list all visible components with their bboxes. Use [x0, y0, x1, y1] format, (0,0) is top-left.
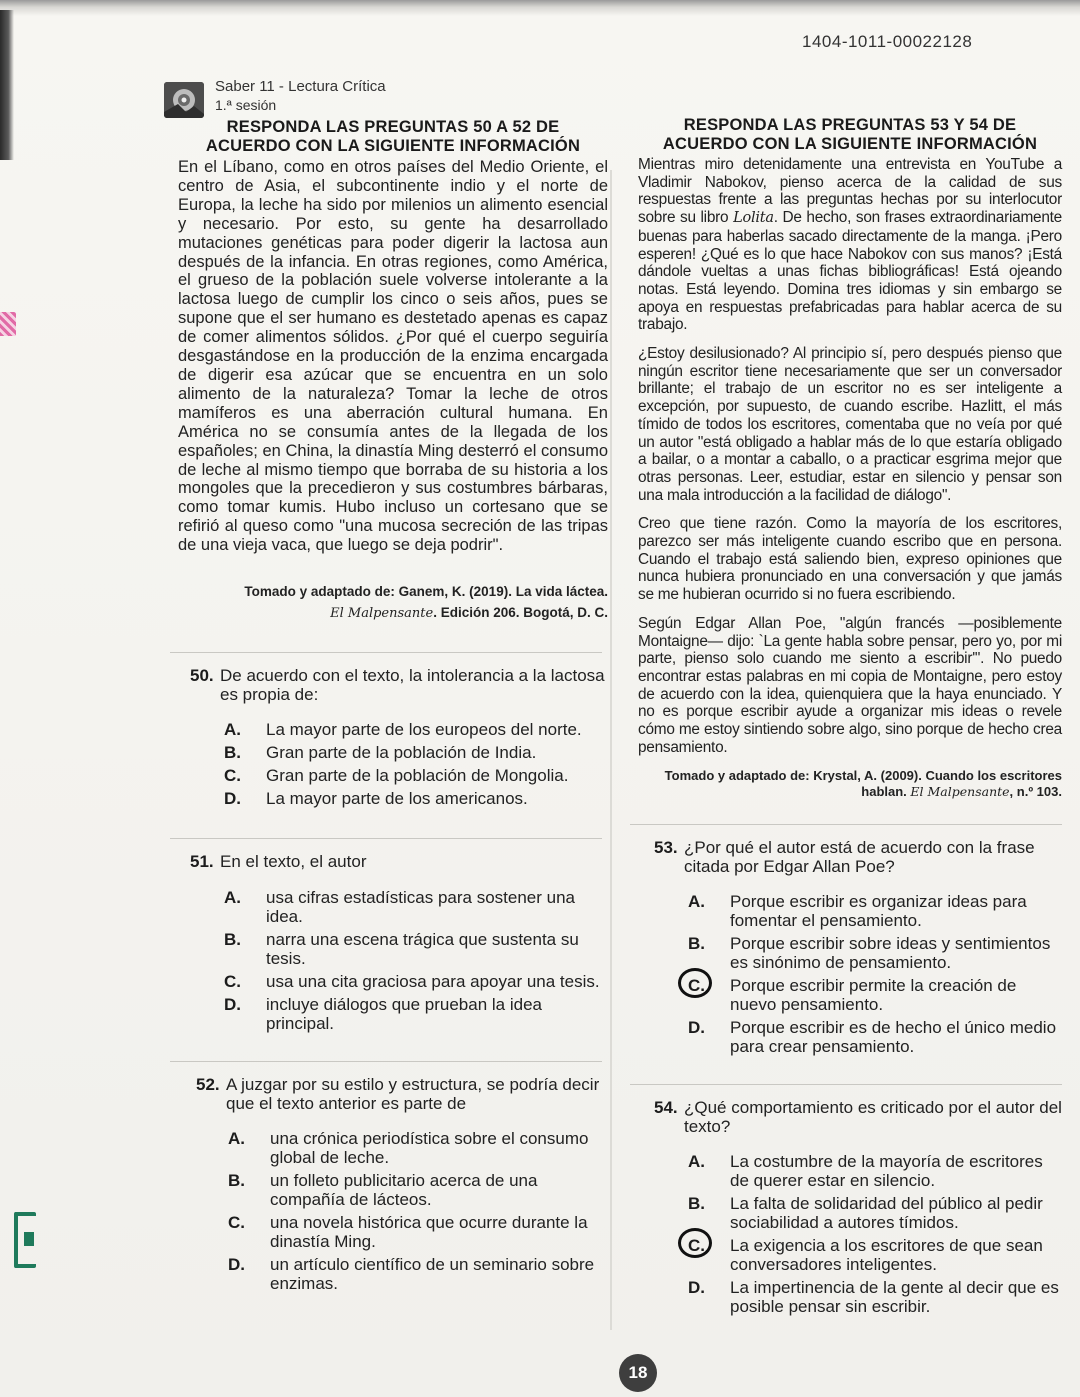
paragraph-2: ¿Estoy desilusionado? Al principio sí, pero después pienso que ningún escritor tiene necesariamente que ser un conversador brillante; el trabajo de un escritor no es ser inteligente a excepción, por supuesto, de cuando escribe. Hazlitt, el más tímido de todos los escritores, comentaba que no veía por qué un autor "está obligado a hablar más de lo que estaría obligado a bailar, o a montar a caballo, o a practicar esgrima mejor que otras personas. Leer, estudiar, estar en silencio y pensar son una mala introducción a la facilidad de diálogo".	[638, 345, 1062, 504]
answer-options	[654, 1152, 1062, 1316]
option-b[interactable]: B. un folleto publicitario acerca de una compañía de lácteos.	[228, 1171, 538, 1210]
question-52	[178, 1075, 608, 1293]
question-53	[638, 838, 1062, 1056]
paragraph-1: Mientras miro detenidamente una entrevista en YouTube a Vladimir Nabokov, pienso acerca de la calidad de sus respuestas frente a las preguntas hechas por su interlocutor sobre su libro Lolita. De hecho, son frases extraordinariamente buenas para haberlas sacado directamente de la manga. ¡Pero esperen! ¿Qué es lo que hace Nabokov con sus manos? ¡Está dándole vueltas a unas fichas bibliográficas! Está ojeando notas. Está leyendo. Domina tres idiomas y sin embargo se apoya en respuestas prefabricadas para hablar acerca de su trabajo.	[638, 156, 1062, 334]
page-number: 18	[619, 1354, 657, 1392]
option-a[interactable]: A. Porque escribir es organizar ideas para fomentar el pensamiento.	[688, 891, 1027, 930]
passage-source: Tomado y adaptado de: Ganem, K. (2019). La vida láctea. El Malpensante. Edición 206. Bogotá, D. C.	[244, 584, 608, 622]
option-b[interactable]: B. narra una escena trágica que sustenta su tesis.	[224, 930, 579, 969]
option-c[interactable]: C. una novela histórica que ocurre durante la dinastía Ming.	[228, 1213, 588, 1252]
answer-options	[190, 888, 608, 1033]
exam-subject: Saber 11 - Lectura Crítica	[215, 78, 386, 95]
option-b[interactable]: B. Gran parte de la población de India.	[224, 743, 537, 763]
option-d[interactable]: D. incluye diálogos que prueban la idea principal.	[224, 995, 542, 1034]
divider	[170, 1061, 602, 1062]
option-d[interactable]: D. La impertinencia de la gente al decir que es posible pensar sin escribir.	[688, 1277, 1059, 1316]
question-text: De acuerdo con el texto, la intolerancia a la lactosa es propia de:	[220, 666, 605, 705]
section-heading-50-52: RESPONDA LAS PREGUNTAS 50 A 52 DE ACUERDO CON LA SIGUIENTE INFORMACIÓN	[205, 118, 581, 155]
binder-clip-mark	[14, 1212, 36, 1268]
option-c[interactable]: C. Gran parte de la población de Mongolia.	[224, 766, 569, 786]
option-c-selected[interactable]: C. La exigencia a los escritores de que sean conversadores inteligentes.	[684, 1236, 1062, 1274]
question-51	[178, 852, 608, 1033]
option-b[interactable]: B. La falta de solidaridad del público al pedir sociabilidad a autores tímidos.	[688, 1193, 1043, 1232]
option-a[interactable]: A. La costumbre de la mayoría de escritores de querer estar en silencio.	[688, 1151, 1043, 1190]
passage-milk: En el Líbano, como en otros países del Medio Oriente, el centro de Asia, el subcontinente indio y el norte de Europa, la leche ha sido por milenios un alimento esencial y necesario. Por esto, su gente ha desarrollado mutaciones genéticas para poder digerir la lactosa aun después de la infancia. En otras regiones, como América, el grueso de la población suele volverse intolerante a la lactosa luego de cumplir los cinco o seis años, pues se supone que el ser humano es destetado apenas es capaz de comer alimentos sólidos. ¿Por qué el cuerpo seguiría desgastándose en la producción de la enzima encargada de digerir esa azúcar que se encuentra en un solo alimento de la naturaleza? Tomar la leche de otros mamíferos es una aberración cultural humana. En América no se consumía antes de la llegada de los españoles; en China, la dinastía Ming desterró el consumo de leche al mismo tiempo que borraba de su historia a los mongoles que la precedieron y sus costumbres bárbaras, como tomar kumis. Hubo incluso un cortesano que se refirió al queso como "una mucosa secreción de las tripas de una vieja vaca, que luego se deja podrir".	[178, 158, 608, 555]
option-d[interactable]: D. La mayor parte de los americanos.	[224, 789, 528, 809]
column-divider	[610, 170, 612, 1330]
section-heading-53-54: RESPONDA LAS PREGUNTAS 53 Y 54 DE ACUERDO CON LA SIGUIENTE INFORMACIÓN	[662, 116, 1038, 153]
divider	[630, 824, 1062, 825]
question-number: 54.	[654, 1097, 678, 1117]
question-text: ¿Qué comportamiento es criticado por el autor del texto?	[684, 1097, 1062, 1136]
scan-left-edge	[0, 10, 14, 160]
question-50	[178, 666, 608, 808]
passage-writers	[638, 156, 1062, 757]
handwritten-circle-mark	[678, 968, 712, 998]
option-a[interactable]: A. usa cifras estadísticas para sostener una idea.	[224, 888, 575, 927]
question-text: En el texto, el autor	[220, 852, 367, 872]
option-b[interactable]: B. Porque escribir sobre ideas y sentimientos es sinónimo de pensamiento.	[688, 933, 1051, 972]
question-text: A juzgar por su estilo y estructura, se podría decir que el texto anterior es parte de	[226, 1075, 600, 1114]
answer-options	[196, 1129, 608, 1293]
question-54	[638, 1098, 1062, 1316]
question-number: 52.	[196, 1075, 220, 1095]
answer-options	[654, 892, 1062, 1056]
option-d[interactable]: D. Porque escribir es de hecho el único medio para crear pensamiento.	[688, 1017, 1057, 1056]
question-number: 51.	[190, 852, 214, 872]
exam-session: 1.ª sesión	[215, 97, 277, 113]
option-c-selected[interactable]: C. Porque escribir permite la creación de nuevo pensamiento.	[684, 976, 1062, 1014]
question-number: 50.	[190, 666, 214, 686]
divider	[170, 652, 602, 653]
option-c[interactable]: C. usa una cita graciosa para apoyar una tesis.	[224, 972, 600, 992]
handwritten-circle-mark	[678, 1228, 712, 1258]
option-a[interactable]: A. La mayor parte de los europeos del norte.	[224, 720, 582, 740]
question-text: ¿Por qué el autor está de acuerdo con la frase citada por Edgar Allan Poe?	[684, 837, 1035, 876]
question-number: 53.	[654, 837, 678, 857]
exam-logo-icon	[164, 82, 204, 118]
color-registration-mark	[0, 312, 16, 336]
document-code: 1404-1011-00022128	[802, 32, 973, 51]
passage-source: Tomado y adaptado de: Krystal, A. (2009). Cuando los escritores hablan. El Malpensante, n.º 103.	[664, 767, 1062, 799]
divider	[630, 1084, 1062, 1085]
paragraph-3: Creo que tiene razón. Como la mayoría de los escritores, parezco ser más inteligente cuando escribo que en persona. Cuando el trabajo está saliendo bien, expreso opiniones que nunca hubiera pronunciado en una conversación y que jamás se me hubieran ocurrido si no fuera escribiendo.	[638, 515, 1062, 604]
option-a[interactable]: A. una crónica periodística sobre el consumo global de leche.	[228, 1129, 589, 1168]
answer-options	[190, 720, 608, 808]
scan-top-edge	[0, 0, 1080, 16]
paragraph-4: Según Edgar Allan Poe, "algún francés —posiblemente Montaigne— dijo: `La gente habla sobre pensar, pero yo, por mi parte, pienso solo cuando me siento a escribir'". No puedo encontrar estas palabras en mi copia de Montaigne, pero estoy de acuerdo con la idea, quienquiera que la haya enunciado. Y no es porque escribir ayude a organizar mis ideas o revele cómo me estoy sintiendo sobre algo, sino porque de hecho crea pensamiento.	[638, 614, 1062, 756]
left-column	[178, 118, 608, 1297]
divider	[170, 838, 602, 839]
right-column	[638, 116, 1062, 1320]
option-d[interactable]: D. un artículo científico de un seminario sobre enzimas.	[228, 1255, 595, 1294]
